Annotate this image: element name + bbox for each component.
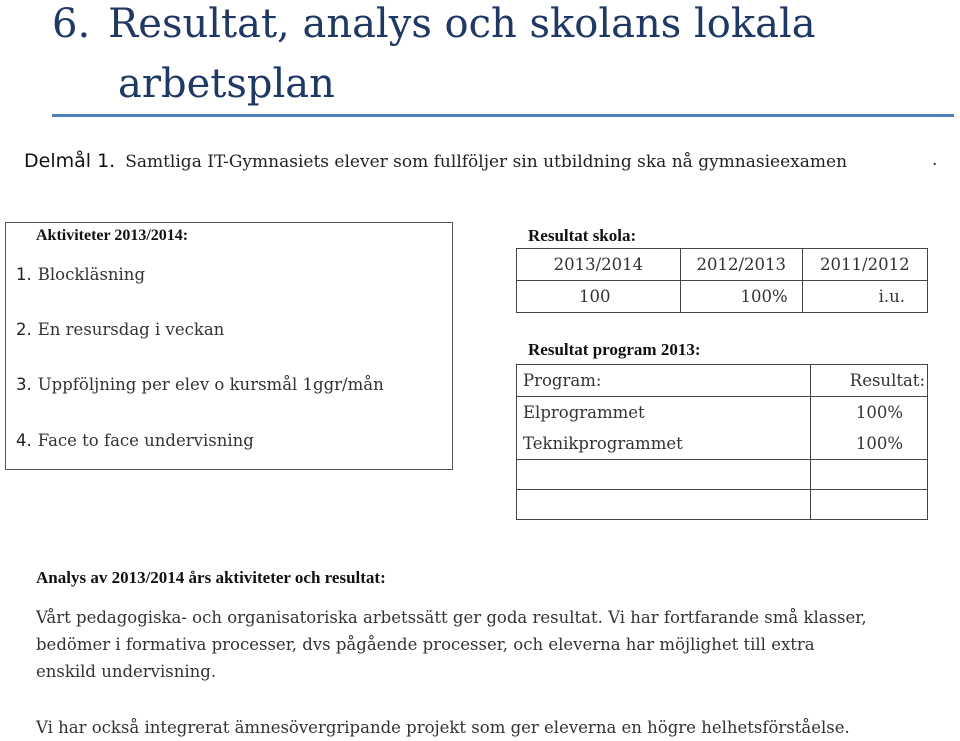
analysis-title: Analys av 2013/2014 års aktiviteter och resultat: <box>36 568 386 587</box>
activity-label: Face to face undervisning <box>37 431 254 450</box>
year-cell: 2013/2014 <box>517 249 681 281</box>
school-result-title: Resultat skola: <box>528 226 637 245</box>
empty-cell <box>811 490 928 520</box>
activity-number: 1. <box>16 265 32 284</box>
heading-rule <box>52 114 954 117</box>
year-cell: 2011/2012 <box>802 249 927 281</box>
activity-number: 4. <box>16 431 32 450</box>
activity-number: 3. <box>16 375 32 394</box>
activity-label: Uppföljning per elev o kursmål 1ggr/mån <box>37 375 384 394</box>
section-number: 6. <box>52 1 91 47</box>
heading-line-2: arbetsplan <box>118 61 335 107</box>
empty-cell <box>811 460 928 490</box>
table-header-row <box>517 365 928 397</box>
activities-title: Aktiviteter 2013/2014: <box>36 227 189 244</box>
program-name-cell: Elprogrammet <box>517 397 811 429</box>
goal-text: Samtliga IT-Gymnasiets elever som fullföljer sin utbildning ska nå gymnasieexamen <box>125 152 848 172</box>
activity-item <box>16 320 224 339</box>
analysis-line: Vårt pedagogiska- och organisatoriska arbetssätt ger goda resultat. Vi har fortfarande små klasser, <box>36 608 867 627</box>
school-result-table <box>516 248 928 313</box>
table-row <box>517 249 928 281</box>
activities-box <box>5 222 453 470</box>
year-cell: 2012/2013 <box>680 249 802 281</box>
activity-item <box>16 375 384 394</box>
program-column-header: Program: <box>517 365 811 397</box>
activity-number: 2. <box>16 320 32 339</box>
value-cell: 100 <box>517 281 681 313</box>
section-heading <box>52 0 816 114</box>
goal-statement <box>24 150 938 172</box>
program-result-cell: 100% <box>811 428 928 460</box>
activity-item <box>16 265 145 284</box>
empty-table-row <box>517 460 928 490</box>
goal-label: Delmål 1. <box>24 150 116 172</box>
table-row <box>517 397 928 429</box>
value-cell: 100% <box>680 281 802 313</box>
analysis-line: enskild undervisning. <box>36 662 217 681</box>
result-column-header: Resultat: <box>811 365 928 397</box>
table-row <box>517 428 928 460</box>
program-result-title: Resultat program 2013: <box>528 340 701 359</box>
program-name-cell: Teknikprogrammet <box>517 428 811 460</box>
analysis-paragraph-1 <box>36 604 956 685</box>
program-result-cell: 100% <box>811 397 928 429</box>
activity-item <box>16 431 254 450</box>
analysis-line: bedömer i formativa processer, dvs pågående processer, och eleverna har möjlighet till extra <box>36 635 815 654</box>
heading-line-1: Resultat, analys och skolans lokala <box>108 1 816 47</box>
table-row <box>517 281 928 313</box>
program-result-table <box>516 364 928 520</box>
analysis-paragraph-2: Vi har också integrerat ämnesövergripande projekt som ger eleverna en högre helhetsförståelse. <box>36 718 850 737</box>
activity-label: Blockläsning <box>37 265 145 284</box>
activity-label: En resursdag i veckan <box>37 320 225 339</box>
empty-table-row <box>517 490 928 520</box>
goal-trailing-dot: . <box>932 150 938 170</box>
empty-cell <box>517 490 811 520</box>
value-cell: i.u. <box>802 281 927 313</box>
empty-cell <box>517 460 811 490</box>
